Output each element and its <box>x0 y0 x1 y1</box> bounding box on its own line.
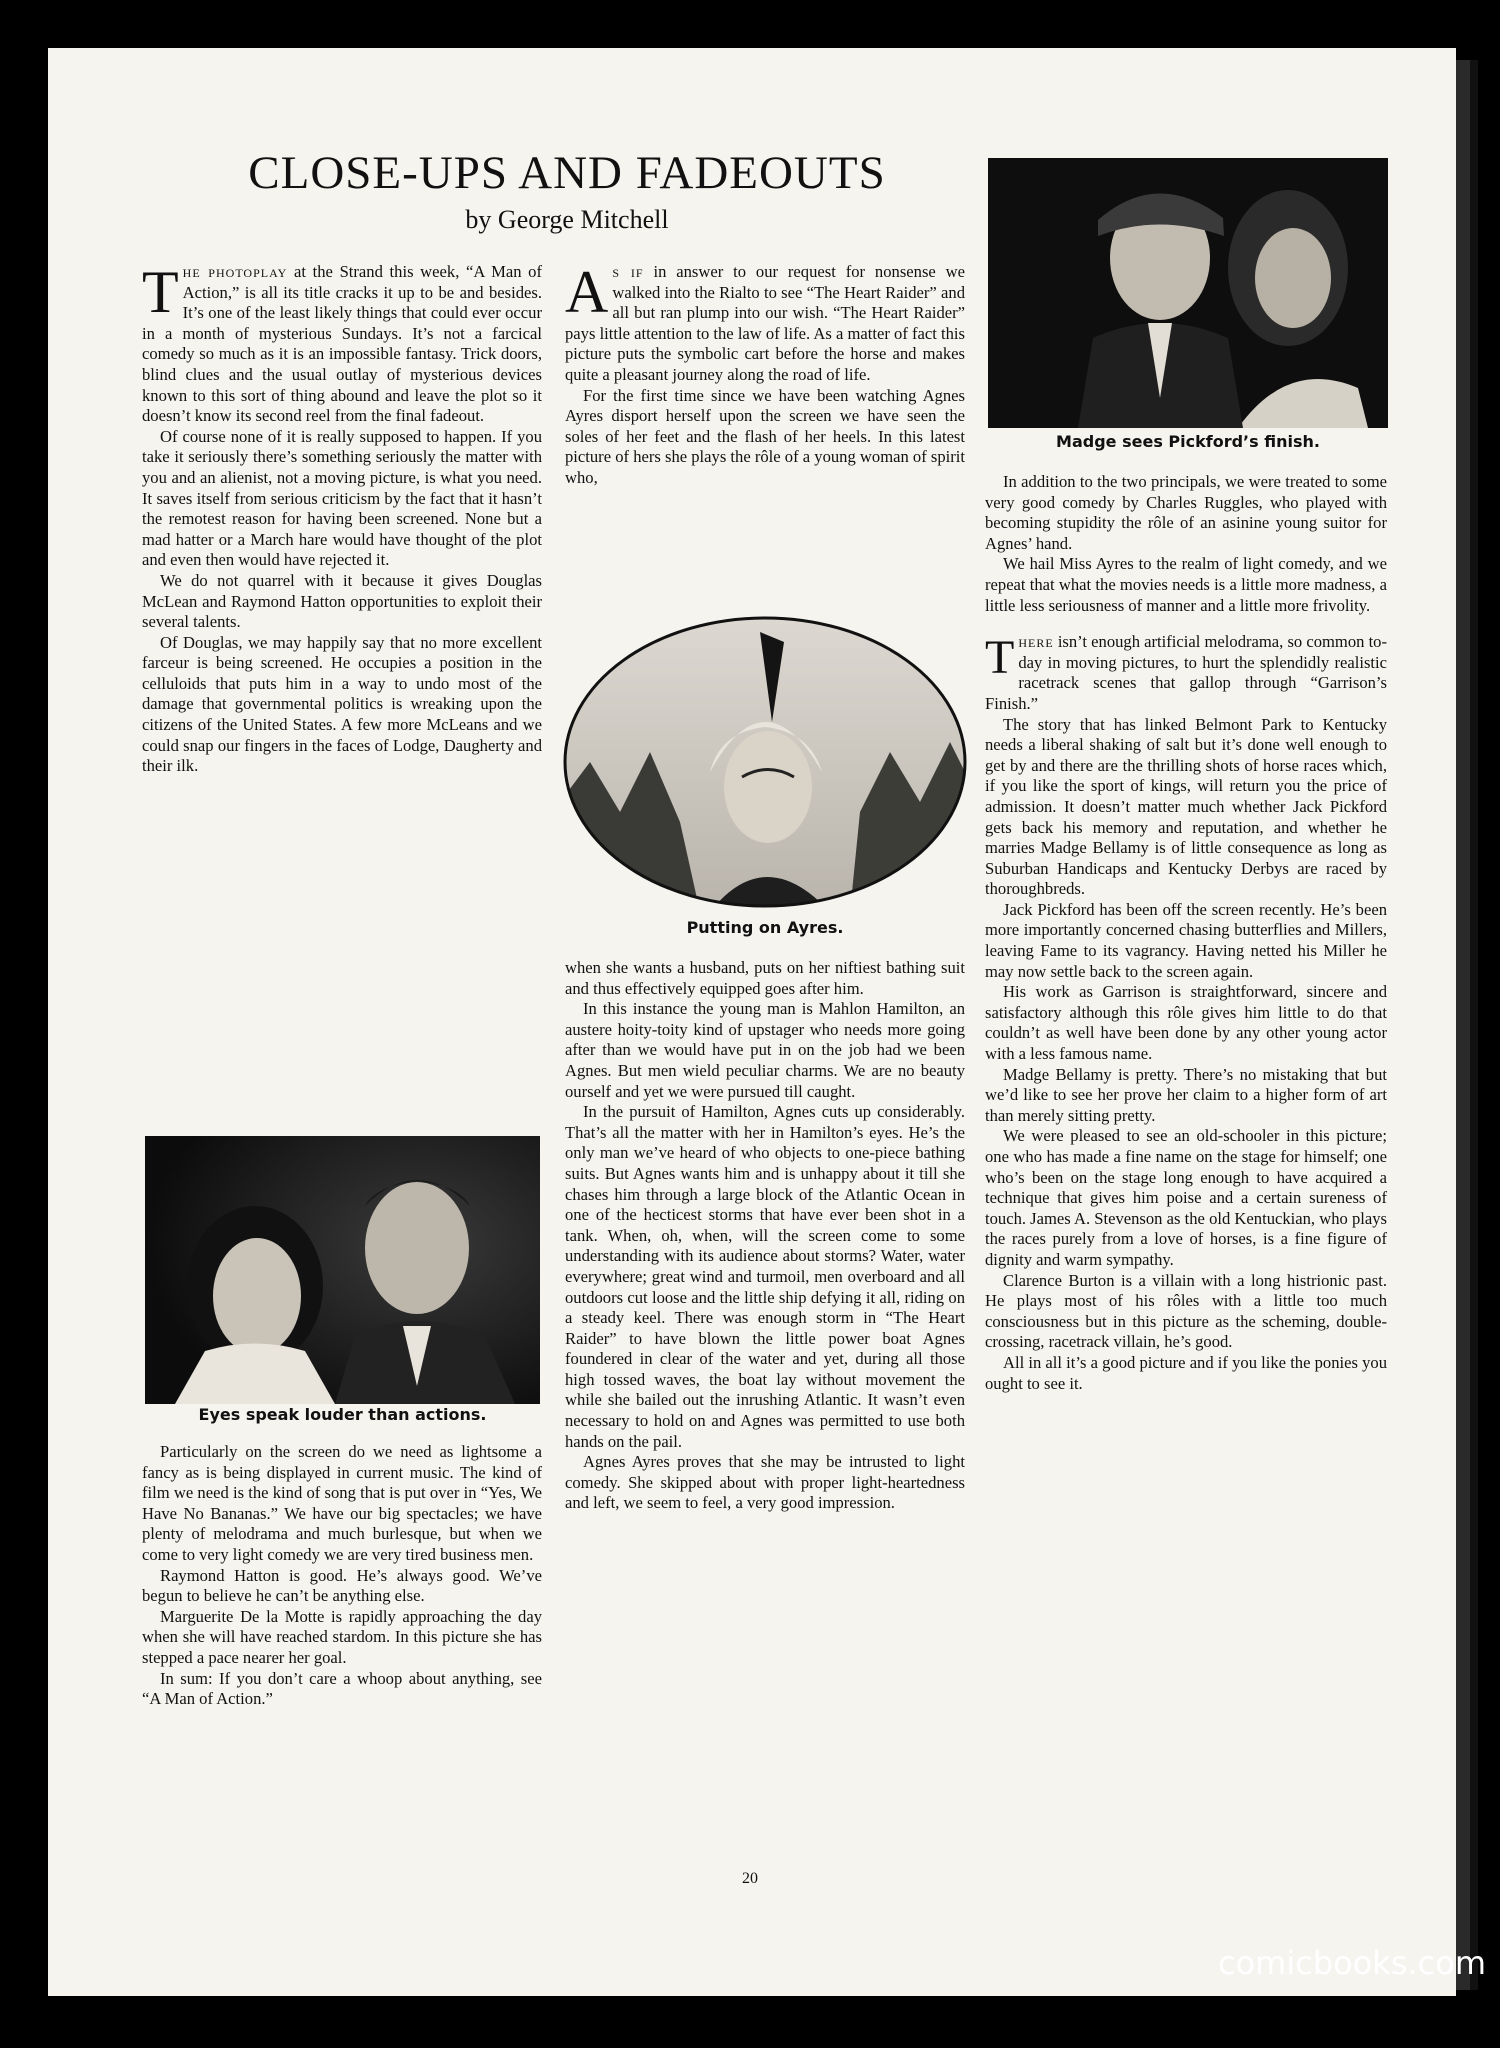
paragraph: In the pursuit of Hamilton, Agnes cuts up considerably. That’s all the matter with her in Hamilton’s eyes. He’s the only man we’ve heard of who objects to one-piece bathing suits. But Agnes wants him and is unhappy about it till she chases him through a large block of the Atlantic Ocean in one of the hecticest storms that have ever been shot in a tank. When, oh, when, will the screen come to some understanding with its audience about storms? Water, water everywhere; great wind and turmoil, men overboard and all outdoors cut loose and the little ship defying it all, riding on a steady keel. There was enough storm in “The Heart Raider” to have blown the little power boat Agnes foundered in clear of the water and yet, during all those high tossed waves, the boat lay without movement the while she bailed out the inrushing Atlantic. It wasn’t even necessary to hold on and Agnes was permitted to use both hands on the pail. <box>565 1102 965 1451</box>
paragraph: All in all it’s a good picture and if you like the ponies you ought to see it. <box>985 1352 1387 1393</box>
paragraph: In sum: If you don’t care a whoop about anything, see “A Man of Action.” <box>142 1668 542 1709</box>
article-title: CLOSE-UPS AND FADEOUTS <box>248 147 886 199</box>
paragraph: Jack Pickford has been off the screen recently. He’s been more importantly concerned chasing butterflies and Millers, leaving Fame to its vagrancy. Having netted his Miller he may now settle back to the screen again. <box>985 899 1387 981</box>
photo-ayres-illustration <box>560 612 970 912</box>
drop-cap: T <box>985 631 1015 685</box>
column-2-bottom <box>565 958 965 1858</box>
drop-cap: T <box>142 259 179 325</box>
paragraph <box>985 632 1387 714</box>
paragraph: In this instance the young man is Mahlon Hamilton, an austere hoity-toity kind of upstager who needs more going after than we would have put in on the job had we been Agnes. But men wield peculiar charms. We are no beauty ourself and yet we were pursued till caught. <box>565 999 965 1101</box>
photo-couple <box>145 1136 540 1404</box>
caption-pickford: Madge sees Pickford’s finish. <box>1056 432 1320 451</box>
paragraph: Particularly on the screen do we need as lightsome a fancy as is being displayed in current music. The kind of film we need is the kind of song that is put over in “Yes, We Have No Bananas.” We have our big spectacles; we have plenty of melodrama and much burlesque, but when we come to very light comedy we are very tired business men. <box>142 1442 542 1564</box>
paragraph: His work as Garrison is straightforward, sincere and satisfactory although this rôle gives him little to do that couldn’t as well have been done by any other young actor with a less famous name. <box>985 982 1387 1064</box>
column-1-bottom <box>142 1442 542 1862</box>
paragraph: Of course none of it is really supposed to happen. If you take it seriously there’s something seriously the matter with you and an alienist, not a moving picture, is what you need. It saves itself from serious criticism by the fact that it hasn’t the remotest reason for having been screened. None but a mad hatter or a March hare would have thought of the plot and even then would have rejected it. <box>142 426 542 570</box>
paragraph: We were pleased to see an old-schooler in this picture; one who has made a fine name on the stage for himself; one who’s been on the stage long enough to have acquired a technique that gives him poise and a certain sureness of touch. James A. Stevenson as the old Kentuckian, who plays the races purely from a love of horses, is a fine figure of dignity and warm sympathy. <box>985 1126 1387 1269</box>
caption-ayres: Putting on Ayres. <box>686 918 844 937</box>
paragraph: Clarence Burton is a villain with a long histrionic past. He plays most of his rôles with a little too much consciousness but in this picture as the scheming, double-crossing, racetrack villain, he’s good. <box>985 1270 1387 1352</box>
paragraph-text: at the Strand this week, “A Man of Action,” is all its title cracks it up to be and besides. It’s one of the least likely things that could ever occur in a month of mysterious Sundays. It’s not a farcical comedy so much as it is an impossible fantasy. Trick doors, blind clues and the usual outlay of mysterious devices known to this sort of thing abound and leave the plot so it doesn’t know its second reel from the final fadeout. <box>142 262 542 426</box>
paragraph: Raymond Hatton is good. He’s always good. We’ve begun to believe he can’t be anything else. <box>142 1565 542 1606</box>
photo-pickford <box>988 158 1388 428</box>
book-spine-shadow <box>1470 60 1478 1990</box>
paragraph <box>142 259 542 427</box>
photo-couple-illustration <box>145 1136 540 1404</box>
column-1-top <box>142 259 542 1122</box>
paragraph: Agnes Ayres proves that she may be intrusted to light comedy. She skipped about with proper light-heartedness and left, we seem to feel, a very good impression. <box>565 1452 965 1513</box>
paragraph: when she wants a husband, puts on her niftiest bathing suit and thus effectively equipped goes after him. <box>565 958 965 998</box>
paragraph: We hail Miss Ayres to the realm of light comedy, and we repeat that what the movies needs is a little more madness, a little less seriousness of manner and a little more frivolity. <box>985 554 1387 615</box>
paragraph <box>565 259 965 386</box>
caption-couple: Eyes speak louder than actions. <box>198 1405 487 1424</box>
column-2-top <box>565 259 965 602</box>
paragraph: Madge Bellamy is pretty. There’s no mistaking that but we’d like to see her prove her claim to a higher form of art than merely sitting pretty. <box>985 1064 1387 1125</box>
paragraph-text: isn’t enough artificial melodrama, so common to-day in moving pictures, to hurt the splendidly realistic racetrack scenes that gallop through “Garrison’s Finish.” <box>985 632 1388 713</box>
small-caps-lead: he photoplay <box>182 262 288 281</box>
paragraph: Of Douglas, we may happily say that no more excellent farceur is being screened. He occupies a position in the celluloids that puts him in a way to undo most of the damage that governmental politics is wreaking upon the citizens of the United States. A few more McLeans and we could snap our fingers in the faces of Lodge, Daugherty and their ilk. <box>142 632 542 776</box>
photo-pickford-illustration <box>988 158 1388 428</box>
paragraph: We do not quarrel with it because it gives Douglas McLean and Raymond Hatton opportunities to exploit their several talents. <box>142 570 542 632</box>
paragraph: For the first time since we have been watching Agnes Ayres disport herself upon the screen we have seen the soles of her feet and the flash of her heels. In this latest picture of hers she plays the rôle of a young woman of spirit who, <box>565 385 965 487</box>
site-watermark: comicbooks.com <box>1218 1944 1487 1982</box>
paragraph-text: in answer to our request for nonsense we walked into the Rialto to see “The Heart Raider” and all but ran plump into our wish. “The Heart Raider” pays little attention to the law of life. As a matter of fact this picture puts the symbolic cart before the horse and makes quite a pleasant journey along the road of life. <box>565 262 965 384</box>
paragraph: The story that has linked Belmont Park to Kentucky needs a liberal shaking of salt but it’s done well enough to get by and there are the thrilling shots of horse races which, if you like the sport of kings, will return you the price of admission. It doesn’t matter much whether Jack Pickford gets back his memory and reputation, and whether he marries Madge Bellamy is of little consequence as long as Suburban Handicaps and Kentucky Derbys are raced by thoroughbreds. <box>985 714 1387 899</box>
small-caps-lead: here <box>1018 632 1054 652</box>
paragraph: In addition to the two principals, we were treated to some very good comedy by Charles Ruggles, who played with becoming stupidity the rôle of an asinine young suitor for Agnes’ hand. <box>985 472 1387 553</box>
drop-cap: A <box>565 259 609 325</box>
column-3 <box>985 472 1387 1872</box>
book-spine <box>1456 60 1470 1990</box>
page-number: 20 <box>742 1870 758 1887</box>
paragraph: Marguerite De la Motte is rapidly approaching the day when she will have reached stardom. In this picture she has stepped a pace nearer her goal. <box>142 1606 542 1667</box>
photo-ayres-frame <box>560 612 970 912</box>
article-byline: by George Mitchell <box>465 205 669 234</box>
section-spacer <box>985 616 1387 632</box>
small-caps-lead: s if <box>612 262 644 281</box>
